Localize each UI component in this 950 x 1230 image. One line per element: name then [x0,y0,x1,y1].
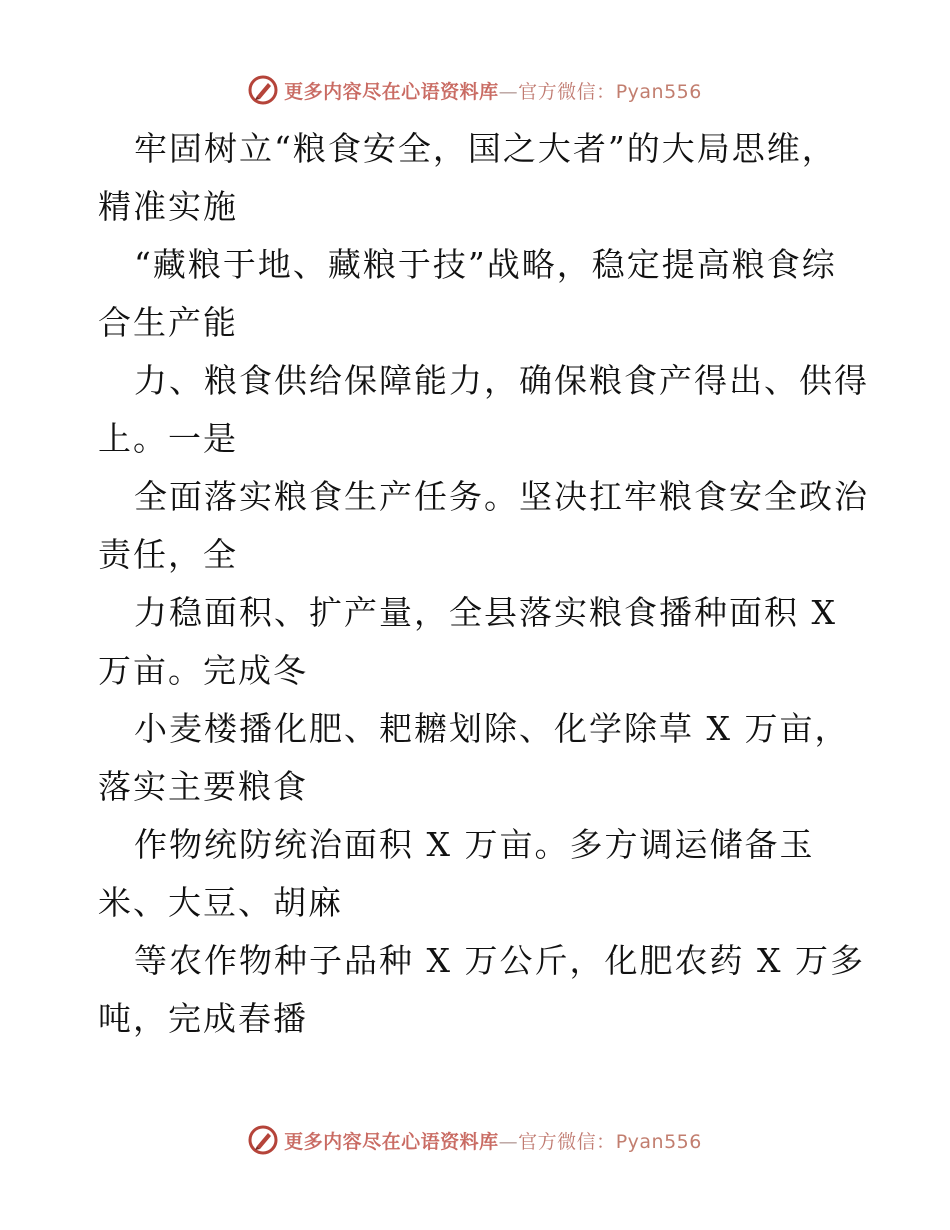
header-separator: — [498,80,519,103]
body-line: 精准实施 [98,187,238,226]
body-line: 全面落实粮食生产任务。坚决扛牢粮食安全政治 [134,477,869,516]
body-line: 牢固树立“粮食安全，国之大者”的大局思维， [134,129,837,168]
body-line: 作物统防统治面积 X 万亩。多方调运储备玉 [134,825,815,864]
body-line: 等农作物种子品种 X 万公斤，化肥农药 X 万多 [134,941,865,980]
footer-wechat-id: Pyan556 [615,1130,702,1153]
header-main-text: 更多内容尽在心语资料库 [284,80,499,103]
body-line: “藏粮于地、藏粮于技”战略，稳定提高粮食综 [134,245,837,284]
body-line: 上。一是 [98,419,238,458]
pen-logo-icon [248,75,278,105]
body-line: 落实主要粮食 [98,767,308,806]
footer-watermark-text [284,1127,702,1154]
body-line: 米、大豆、胡麻 [98,883,343,922]
body-line: 责任，全 [98,535,238,574]
footer-main-text: 更多内容尽在心语资料库 [284,1130,499,1153]
header-wechat-id: Pyan556 [615,80,702,103]
footer-separator: — [498,1130,519,1153]
document-body [98,120,869,1048]
footer-wechat-label: 官方微信： [518,1130,616,1153]
pen-logo-icon [248,1125,278,1155]
body-line: 合生产能 [98,303,238,342]
body-line: 小麦楼播化肥、耙耱划除、化学除草 X 万亩， [134,709,850,748]
body-line: 力稳面积、扩产量，全县落实粮食播种面积 X [134,593,837,632]
body-line: 吨，完成春播 [98,999,308,1038]
header-watermark [0,70,950,110]
header-wechat-label: 官方微信： [518,80,616,103]
footer-watermark [0,1120,950,1160]
header-watermark-text [284,77,702,104]
body-line: 万亩。完成冬 [98,651,308,690]
body-line: 力、粮食供给保障能力，确保粮食产得出、供得 [134,361,869,400]
